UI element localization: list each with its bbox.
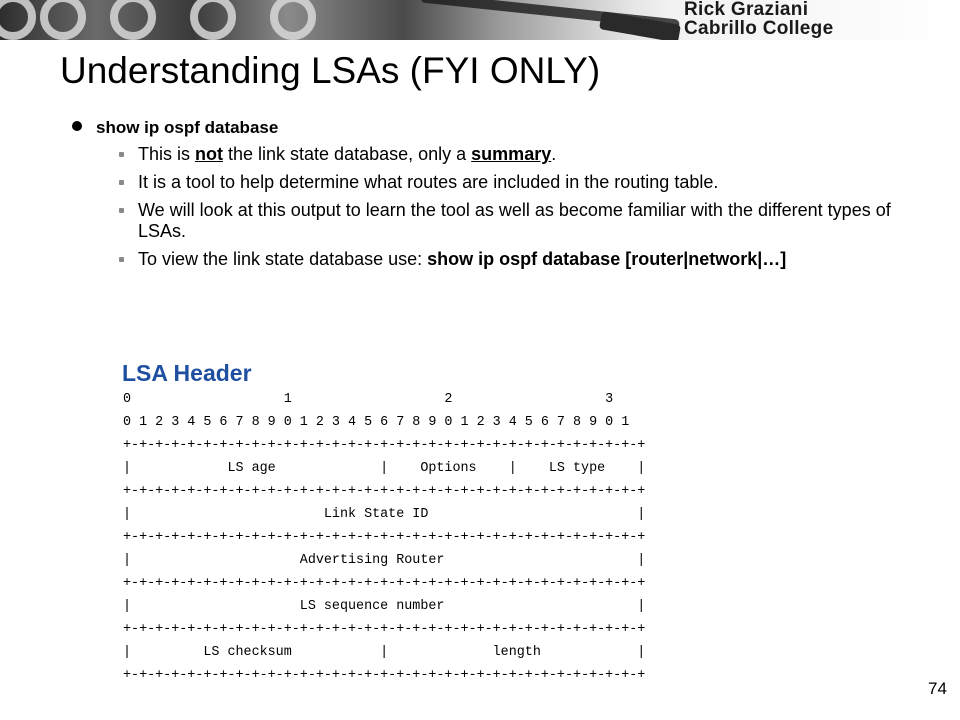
diagram-border-row: +-+-+-+-+-+-+-+-+-+-+-+-+-+-+-+-+-+-+-+-+-+-+-+-+-+-+-+-+-+-+-+-+: [123, 484, 646, 499]
sub-bullet-1-summary: summary: [471, 144, 552, 164]
sub-bullet-4-pre: To view the link state database use:: [138, 249, 428, 269]
sub-bullet-2: [72, 172, 932, 193]
sub-bullet-3-text: We will look at this output to learn the tool as well as become familiar with the different types of LSAs.: [138, 200, 891, 241]
diagram-checksum-length-row: | LS checksum | length |: [123, 645, 646, 660]
diagram-border-row: +-+-+-+-+-+-+-+-+-+-+-+-+-+-+-+-+-+-+-+-+-+-+-+-+-+-+-+-+-+-+-+-+: [123, 576, 646, 591]
cable-coil-image: [40, 0, 86, 40]
cable-coil-image: [270, 0, 316, 40]
diagram-bit-units-row: 0 1 2 3 4 5 6 7 8 9 0 1 2 3 4 5 6 7 8 9 0 1 2 3 4 5 6 7 8 9 0 1: [123, 415, 630, 430]
diagram-border-row: +-+-+-+-+-+-+-+-+-+-+-+-+-+-+-+-+-+-+-+-+-+-+-+-+-+-+-+-+-+-+-+-+: [123, 530, 646, 545]
page-number: 74: [928, 679, 947, 698]
slide-title: Understanding LSAs (FYI ONLY): [60, 50, 601, 91]
diagram-border-row: +-+-+-+-+-+-+-+-+-+-+-+-+-+-+-+-+-+-+-+-+-+-+-+-+-+-+-+-+-+-+-+-+: [123, 438, 646, 453]
main-bullet-text: show ip ospf database: [96, 118, 279, 137]
lsa-header-diagram: [123, 388, 645, 687]
sub-bullet-4: [72, 249, 932, 270]
diagram-ls-age-row: | LS age | Options | LS type |: [123, 461, 646, 476]
sub-bullet-4-command: show ip ospf database [router|network|…]: [427, 249, 787, 269]
diagram-border-row: +-+-+-+-+-+-+-+-+-+-+-+-+-+-+-+-+-+-+-+-+-+-+-+-+-+-+-+-+-+-+-+-+: [123, 668, 646, 683]
sub-bullet-square-icon: [119, 152, 124, 157]
sub-bullet-square-icon: [119, 257, 124, 262]
sub-bullet-1: [72, 144, 932, 165]
lsa-header-title: LSA Header: [122, 360, 252, 386]
diagram-border-row: +-+-+-+-+-+-+-+-+-+-+-+-+-+-+-+-+-+-+-+-+-+-+-+-+-+-+-+-+-+-+-+-+: [123, 622, 646, 637]
sub-bullet-1-mid: the link state database, only a: [223, 144, 472, 164]
diagram-advertising-router-row: | Advertising Router |: [123, 553, 646, 568]
bullet-list: [72, 118, 932, 277]
header-banner: [0, 0, 960, 40]
cable-coil-image: [110, 0, 156, 40]
sub-bullet-3: [72, 200, 932, 242]
sub-bullet-2-text: It is a tool to help determine what routes are included in the routing table.: [138, 172, 719, 192]
bullet-dot-icon: [72, 121, 82, 131]
sub-bullet-1-post: .: [551, 144, 557, 164]
author-name: Rick Graziani: [684, 0, 809, 20]
cable-coil-image: [190, 0, 236, 40]
main-bullet: [72, 118, 932, 138]
sub-bullet-square-icon: [119, 180, 124, 185]
diagram-link-state-id-row: | Link State ID |: [123, 507, 646, 522]
diagram-sequence-number-row: | LS sequence number |: [123, 599, 646, 614]
sub-bullet-1-not: not: [195, 144, 223, 164]
diagram-bit-tens-row: 0 1 2 3: [123, 392, 614, 407]
college-name: Cabrillo College: [684, 18, 834, 39]
cable-coil-image: [0, 0, 36, 40]
sub-bullet-square-icon: [119, 208, 124, 213]
sub-bullet-1-pre: This is: [138, 144, 196, 164]
